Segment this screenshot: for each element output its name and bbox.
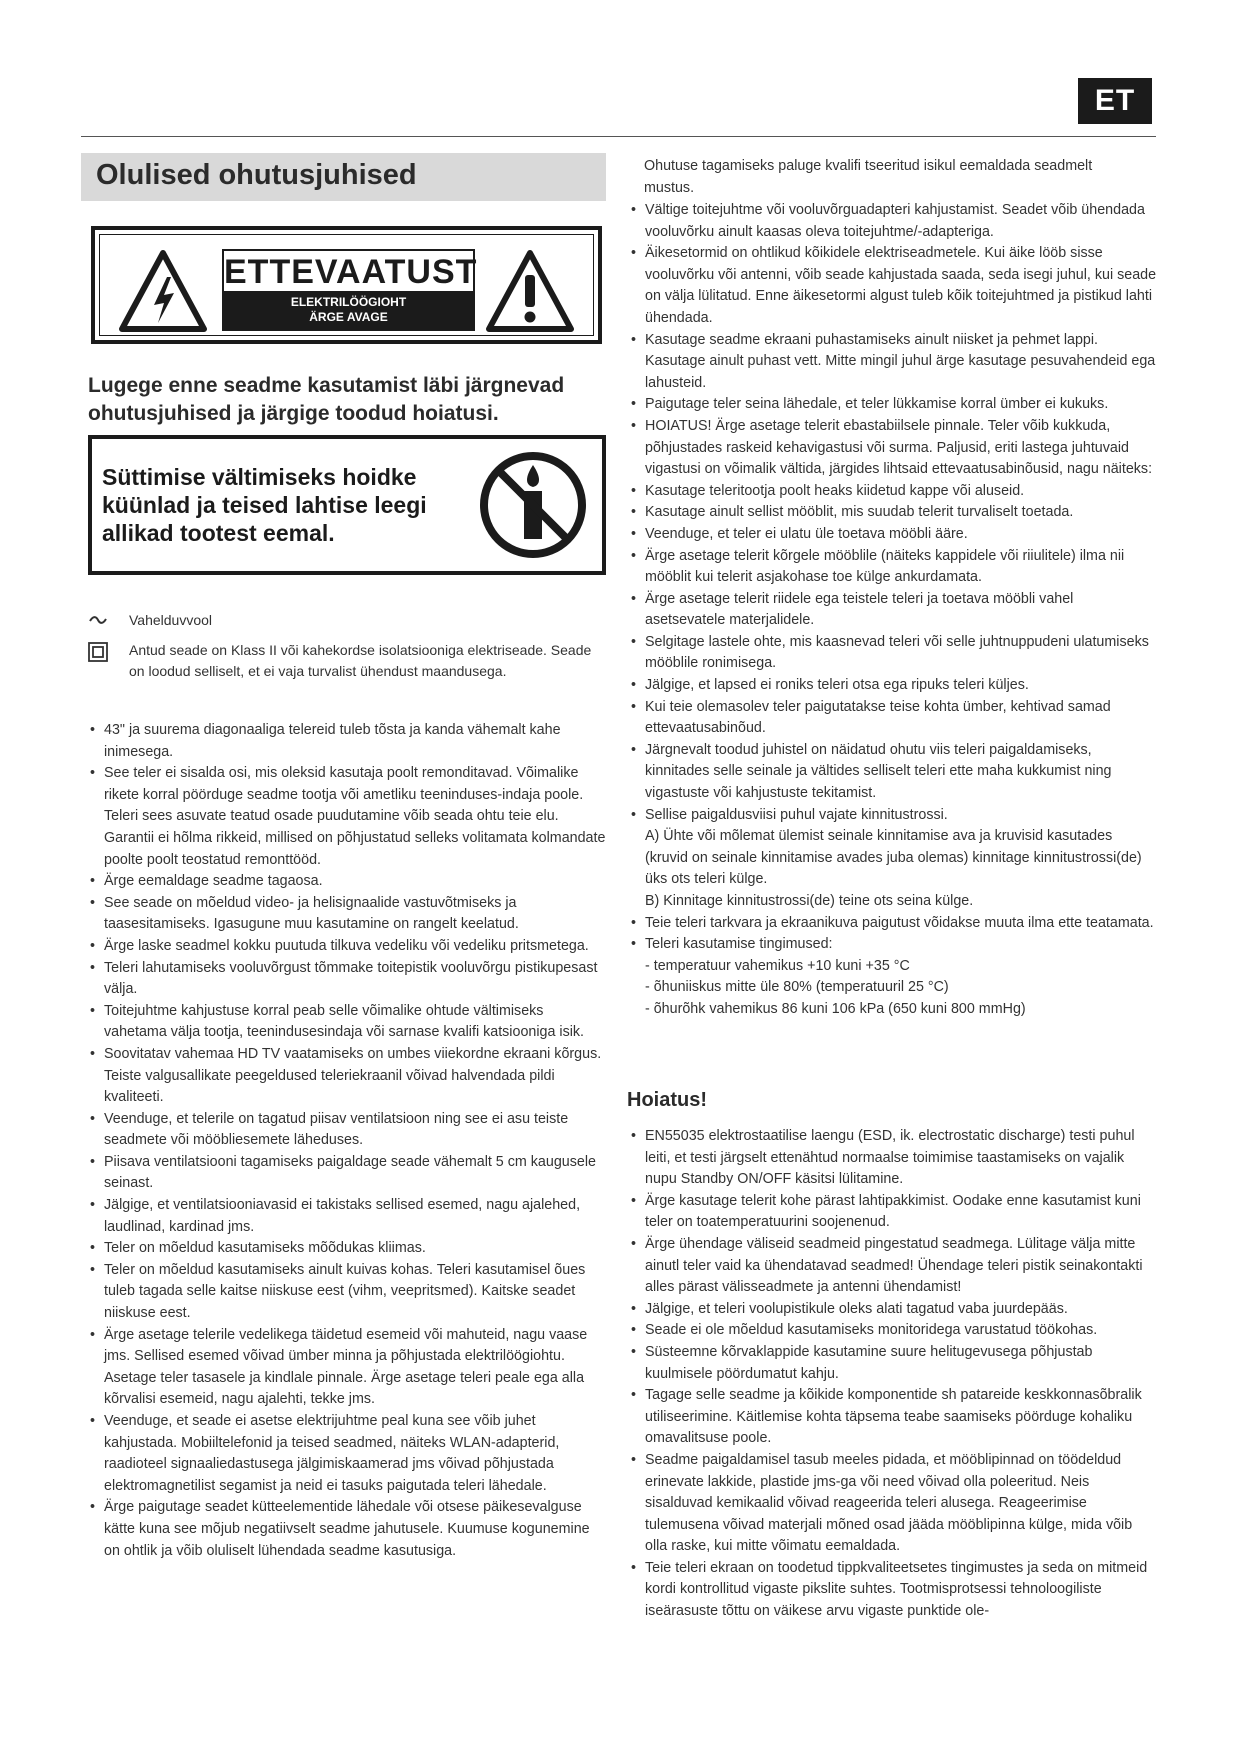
double-insulation-icon <box>88 642 108 662</box>
list-item: • Ärge kasutage telerit kohe pärast lahtipakkimist. Oodake enne kasutamist kuni teler on toatemperatuurini soojenenud. <box>627 1191 1157 1234</box>
list-item: • Ärge laske seadmel kokku puutuda tilkuva vedeliku või vedeliku pritsmetega. <box>86 936 608 958</box>
candle-warning-box <box>88 435 606 575</box>
intro-text: Lugege enne seadme kasutamist läbi järgnevad ohutusjuhised ja järgige toodud hoiatusi. <box>88 374 565 425</box>
list-item: • Äikesetormid on ohtlikud kõikidele elektriseadmetele. Kui äike lööb sisse vooluvõrku või antenni, võib seade kahjustada saada, seda isegi juhul, kui seade on välja lülitatud. Enne äikesetormi algust tuleb kõik toitejuhtmed ja pistikud lahti ühendada. <box>627 243 1157 329</box>
list-item: • Paigutage teler seina lähedale, et teler lükkamise korral ümber ei kukuks. <box>627 394 1157 416</box>
list-item: • Teleri kasutamise tingimused: <box>627 934 1157 956</box>
list-item: • Ärge ühendage väliseid seadmeid pingestatud seadmega. Lülitage välja mitte ainutl teler vaid ka ühendatavad seadmed! Ühendage teleri pistik seinakontakti alles pärast välisseadmete ja antenni ühendamist! <box>627 1234 1157 1299</box>
list-item: • Jälgige, et ventilatsiooniavasid ei takistaks sellised esemed, nagu ajalehed, laudlinad, kardinad jms. <box>86 1195 608 1238</box>
list-item: • Soovitatav vahemaa HD TV vaatamiseks on umbes viiekordne ekraani kõrgus. Teiste valgusallikate peegeldused teleriekraanil võivad halvendada pildi kvaliteeti. <box>86 1044 608 1109</box>
list-item: • Kasutage seadme ekraani puhastamiseks ainult niisket ja pehmet lappi. Kasutage ainult puhast vett. Mitte mingil juhul ärge kasutage pesuvahendeid ega lahusteid. <box>627 330 1157 395</box>
list-item: • See seade on mõeldud video- ja helisignaalide vastuvõtmiseks ja taasesitamiseks. Igasugune muu kasutamine on rangelt keelatud. <box>86 893 608 936</box>
list-item: • Ärge asetage telerit riidele ega teistele teleri ja toetava mööbli vahel asetsevatele materjalidele. <box>627 589 1157 632</box>
list-item: • Tagage selle seadme ja kõikide komponentide sh patareide keskkonnasõbralik utiliseerimine. Käitlemise kohta täpsema teabe saamiseks pöörduge kohaliku omavalitsuse poole. <box>627 1385 1157 1450</box>
caution-line-2: ÄRGE AVAGE <box>309 310 388 324</box>
list-item: • Kasutage teleritootja poolt heaks kiidetud kappe või aluseid. <box>627 481 1157 503</box>
list-item: • Selgitage lastele ohte, mis kaasnevad teleri või selle juhtnuppudeni ulatumiseks mööblile ronimisega. <box>627 632 1157 675</box>
condition-item: - temperatuur vahemikus +10 kuni +35 °C <box>645 957 910 974</box>
class2-symbol-text: Antud seade on Klass II või kahekordse isolatsiooniga elektriseade. Seade on loodud selliselt, et ei vaja turvalist ühendust maandusega. <box>129 642 592 679</box>
right-safety-list <box>627 200 1157 1021</box>
title-bar <box>81 153 606 201</box>
warning-list <box>627 1126 1157 1623</box>
list-item: • EN55035 elektrostaatilise laengu (ESD, ik. electrostatic discharge) testi puhul leiti, et testi järgselt ettenähtud normaalse toimimise taastamiseks on vajalik nupu Standby ON/OFF käsitsi lülitamine. <box>627 1126 1157 1191</box>
list-item: • Jälgige, et lapsed ei roniks teleri otsa ega ripuks teleri küljes. <box>627 675 1157 697</box>
mounting-step-a: A) Ühte või mõlemat ülemist seinale kinnitamise ava ja kruvisid kasutades (kruvid on seinale kinnitamise avades juba olemas) kinnitage kinnitustrossi(de) üks ots teleri külge. <box>645 828 1142 888</box>
list-item: • Piisava ventilatsiooni tagamiseks paigaldage seade vähemalt 5 cm kaugusele seinast. <box>86 1152 608 1195</box>
list-item: • Ärge eemaldage seadme tagaosa. <box>86 871 608 893</box>
list-item: • Teler on mõeldud kasutamiseks ainult kuivas kohas. Teleri kasutamisel õues tuleb tagada selle kaitse niiskuse eest (vihm, veepritsmed). Kaitske seadet niiskuse eest. <box>86 1260 608 1325</box>
exclamation-warning-icon <box>485 249 575 333</box>
list-item: • Kasutage ainult sellist mööblit, mis suudab telerit turvaliselt toetada. <box>627 502 1157 524</box>
header-rule <box>81 136 1156 137</box>
list-item: • Sellise paigaldusviisi puhul vajate kinnitustrossi. <box>627 805 1157 827</box>
list-item: • Vältige toitejuhtme või vooluvõrguadapteri kahjustamist. Seadet võib ühendada vooluvõrku ainult kaasas oleva toitejuhtme/-adapteriga. <box>627 200 1157 243</box>
mounting-step-b: B) Kinnitage kinnitustrossi(de) teine ots seina külge. <box>645 893 974 909</box>
page-title: Olulised ohutusjuhised <box>96 159 417 191</box>
condition-item: - õhuniiskus mitte üle 80% (temperatuuril 25 °C) <box>645 979 949 996</box>
caution-inner-frame <box>99 234 594 336</box>
caution-subtext <box>224 291 473 329</box>
list-item: • Teler on mõeldud kasutamiseks mõõdukas kliimas. <box>86 1238 608 1260</box>
list-item: • Ärge asetage telerile vedelikega täidetud esemeid või mahuteid, nagu vaase jms. Sellised esemed võivad ümber minna ja põhjustada elektrilöögiohtu. Asetage teler tasasele ja kindlale pinnale. Ärge asetage teleri peale ega alla kõrvalisi esemeid, nagu ajalehti, tekke jms. <box>86 1325 608 1411</box>
list-item: • 43" ja suurema diagonaaliga telereid tuleb tõsta ja kanda vähemalt kahe inimesega. <box>86 720 608 763</box>
candle-warning-text: Süttimise vältimiseks hoidke küünlad ja teised lahtise leegi allikad tootest eemal. <box>102 464 427 546</box>
list-item: • Seade ei ole mõeldud kasutamiseks monitoridega varustatud töökohas. <box>627 1320 1157 1342</box>
caution-label <box>91 226 602 344</box>
list-item: • Ärge asetage telerit kõrgele mööblile (näiteks kappidele või riiulitele) ilma nii mööblit kui telerit asjakohase toe külge ankurdamata. <box>627 546 1157 589</box>
list-item: • Teie teleri tarkvara ja ekraanikuva paigutust võidakse muuta ilma ette teatamata. <box>627 913 1157 935</box>
list-item: • Ärge paigutage seadet kütteelementide lähedale või otsese päikesevalguse kätte kuna see mõjub negatiivselt seadme jahutusele. Kuumuse kogunemine on ohtlik ja võib oluliselt lühendada seadme kasutusiga. <box>86 1497 608 1562</box>
list-item: • Teleri lahutamiseks vooluvõrgust tõmmake toitepistik vooluvõrgu pistikupesast välja. <box>86 958 608 1001</box>
list-item: • Süsteemne kõrvaklappide kasutamine suure helitugevusega põhjustab kuulmisele pöördumatut kahju. <box>627 1342 1157 1385</box>
language-tab: ET <box>1078 78 1152 124</box>
left-safety-list <box>86 720 608 1562</box>
list-item: • Veenduge, et teler ei ulatu üle toetava mööbli ääre. <box>627 524 1157 546</box>
list-item: • Järgnevalt toodud juhistel on näidatud ohutu viis teleri paigaldamiseks, kinnitades selle seinale ja vältides selliselt teleri ette maha kukkumist ning vigastuste või kahjustuste tekitamist. <box>627 740 1157 805</box>
caution-text-frame <box>222 249 478 331</box>
list-item: • Toitejuhtme kahjustuse korral peab selle võimalike ohtude vältimiseks vahetama välja tootja, teenindusesindaja või sarnase kvalifi katsiooniga isik. <box>86 1001 608 1044</box>
caution-line-1: ELEKTRILÖÖGIOHT <box>290 295 407 309</box>
list-item: • Teie teleri ekraan on toodetud tippkvaliteetsetes tingimustes ja seda on mitmeid kordi kontrollitud vigaste pikslite suhtes. Tootmisprotsessi tehnoloogiliste iseärasuste tõttu on väikese arvu vigaste punktide ole- <box>627 1558 1157 1623</box>
ac-symbol-text: Vahelduvvool <box>129 612 213 628</box>
caution-word: ETTEVAATUST <box>224 253 478 291</box>
no-open-flame-icon <box>477 449 589 561</box>
electric-shock-warning-icon <box>118 249 208 333</box>
list-item: • HOIATUS! Ärge asetage telerit ebastabiilsele pinnale. Teler võib kukkuda, põhjustades raskeid kehavigastusi või surma. Paljusid, eriti lastega juhtuvaid vigastusi on võimalik vältida, järgides lihtsaid ettevaatusabinõusid, nagu näiteks: <box>627 416 1157 481</box>
alternating-current-icon <box>88 610 108 630</box>
list-item: • Seadme paigaldamisel tasub meeles pidada, et mööblipinnad on töödeldud erinevate lakkide, plastide jms-ga või need võivad olla poleeritud. Neis sisalduvad kemikaalid võivad reageerida teleri alusega. Reageerimise tulemusena võivad materjali mõned osad jääda mööblipinna külge, mida võib olla raske, kui mitte võimatu eemaldada. <box>627 1450 1157 1558</box>
list-item: • Veenduge, et seade ei asetse elektrijuhtme peal kuna see võib juhet kahjustada. Mobiiltelefonid ja teised seadmed, näiteks WLAN-adapterid, raadioteel signaaliedastusega jälgimiskaamerad jms võivad põhjustada elektromagnetilist segamist ja neid ei tasuks paigutada teleri lähedale. <box>86 1411 608 1497</box>
right-intro-text: Ohutuse tagamiseks paluge kvalifi tseeritud isikul eemaldada seadmelt mustus. <box>644 158 1093 196</box>
list-item: • Veenduge, et telerile on tagatud piisav ventilatsioon ning see ei asu teiste seadmete või mööbliesemete läheduses. <box>86 1109 608 1152</box>
condition-item: - õhurõhk vahemikus 86 kuni 106 kPa (650 kuni 800 mmHg) <box>645 1000 1026 1017</box>
list-item: • Jälgige, et teleri voolupistikule oleks alati tagatud vaba juurdepääs. <box>627 1299 1157 1321</box>
list-item: • See teler ei sisalda osi, mis oleksid kasutaja poolt remonditavad. Võimalike rikete korral pöörduge seadme tootja või ametliku teeninduses-indaja poole. Teleri sees asuvate teatud osade puudutamine võib seada ohtu teie elu. Garantii ei hõlma rikkeid, millised on põhjustatud selleks volitamata kolmandate poolte poolt teostatud remonttööd. <box>86 763 608 871</box>
list-item: • Kui teie olemasolev teler paigutatakse teise kohta ümber, kehtivad samad ettevaatusabinõud. <box>627 697 1157 740</box>
warning-heading: Hoiatus! <box>627 1089 707 1111</box>
